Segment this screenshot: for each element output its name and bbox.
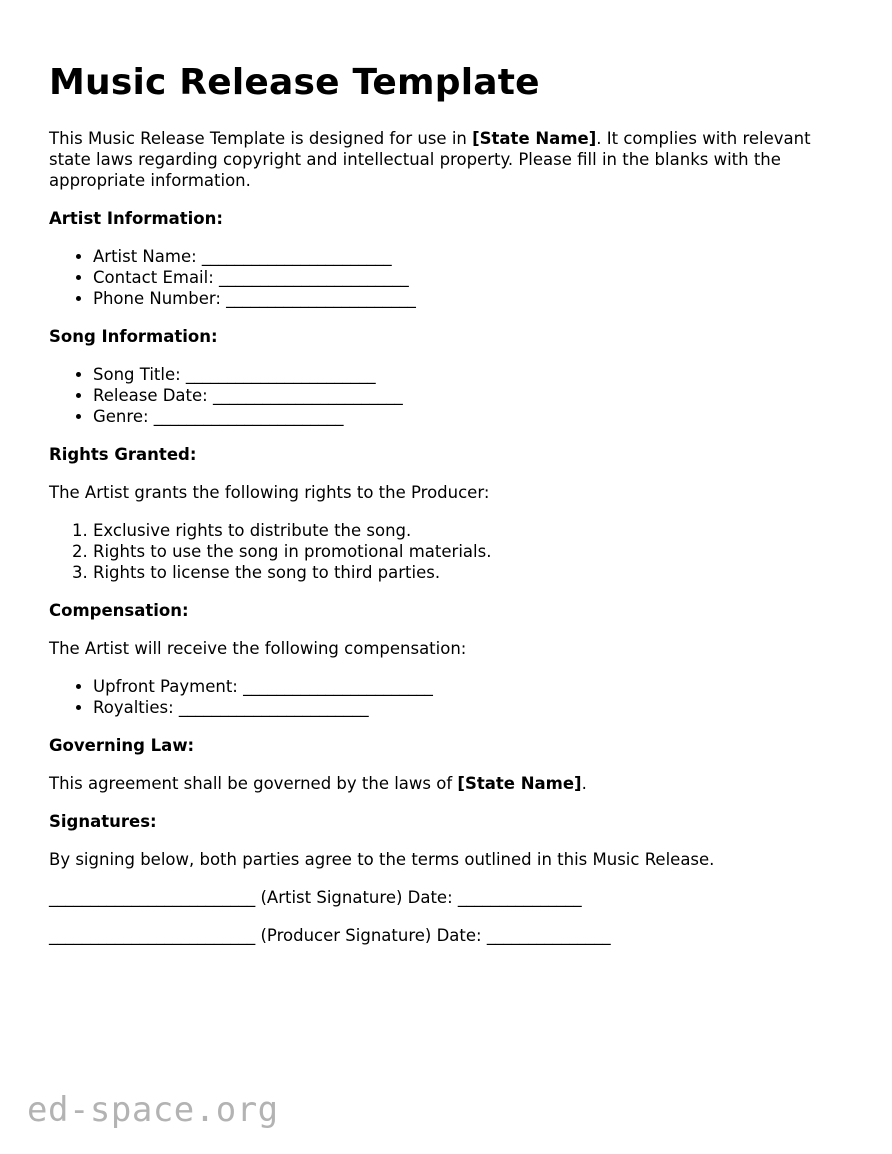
list-item: 3. Rights to license the song to third parties.	[93, 562, 849, 583]
list-item: • Artist Name: _______________________	[93, 246, 849, 267]
governing-law-text-after: .	[581, 774, 587, 793]
compensation-heading: Compensation:	[49, 601, 189, 620]
producer-signature-line: _________________________ (Producer Signature) Date: _______________	[49, 926, 611, 945]
list-item: 1. Exclusive rights to distribute the song.	[93, 520, 849, 541]
list-item: • Upfront Payment: _______________________	[93, 676, 849, 697]
compensation-list	[49, 676, 849, 718]
signatures-intro: By signing below, both parties agree to the terms outlined in this Music Release.	[49, 850, 715, 869]
artist-info-heading: Artist Information:	[49, 209, 223, 228]
rights-intro: The Artist grants the following rights to the Producer:	[49, 483, 490, 502]
governing-law-paragraph	[49, 773, 849, 794]
intro-paragraph	[49, 128, 849, 191]
intro-state-placeholder: [State Name]	[472, 129, 597, 148]
governing-law-heading: Governing Law:	[49, 736, 195, 755]
document-page	[49, 58, 849, 963]
artist-signature-line: _________________________ (Artist Signature) Date: _______________	[49, 888, 582, 907]
list-item: • Release Date: _______________________	[93, 385, 849, 406]
list-item: • Phone Number: _______________________	[93, 288, 849, 309]
list-item: • Genre: _______________________	[93, 406, 849, 427]
song-info-heading: Song Information:	[49, 327, 218, 346]
artist-info-list	[49, 246, 849, 309]
rights-list	[49, 520, 849, 583]
rights-heading: Rights Granted:	[49, 445, 197, 464]
list-item: • Royalties: _______________________	[93, 697, 849, 718]
governing-law-state-placeholder: [State Name]	[457, 774, 582, 793]
intro-text-before: This Music Release Template is designed for use in	[49, 129, 473, 148]
list-item: 2. Rights to use the song in promotional materials.	[93, 541, 849, 562]
intro-text-after: . It complies with relevant state laws regarding copyright and intellectual property. Please fill in the blanks with the appropriate information.	[49, 129, 811, 190]
governing-law-text-before: This agreement shall be governed by the laws of	[49, 774, 458, 793]
song-info-list	[49, 364, 849, 427]
page-title: Music Release Template	[49, 62, 540, 103]
list-item: • Song Title: _______________________	[93, 364, 849, 385]
list-item: • Contact Email: _______________________	[93, 267, 849, 288]
site-watermark: ed-space.org	[27, 1090, 279, 1130]
compensation-intro: The Artist will receive the following compensation:	[49, 639, 467, 658]
signatures-heading: Signatures:	[49, 812, 157, 831]
